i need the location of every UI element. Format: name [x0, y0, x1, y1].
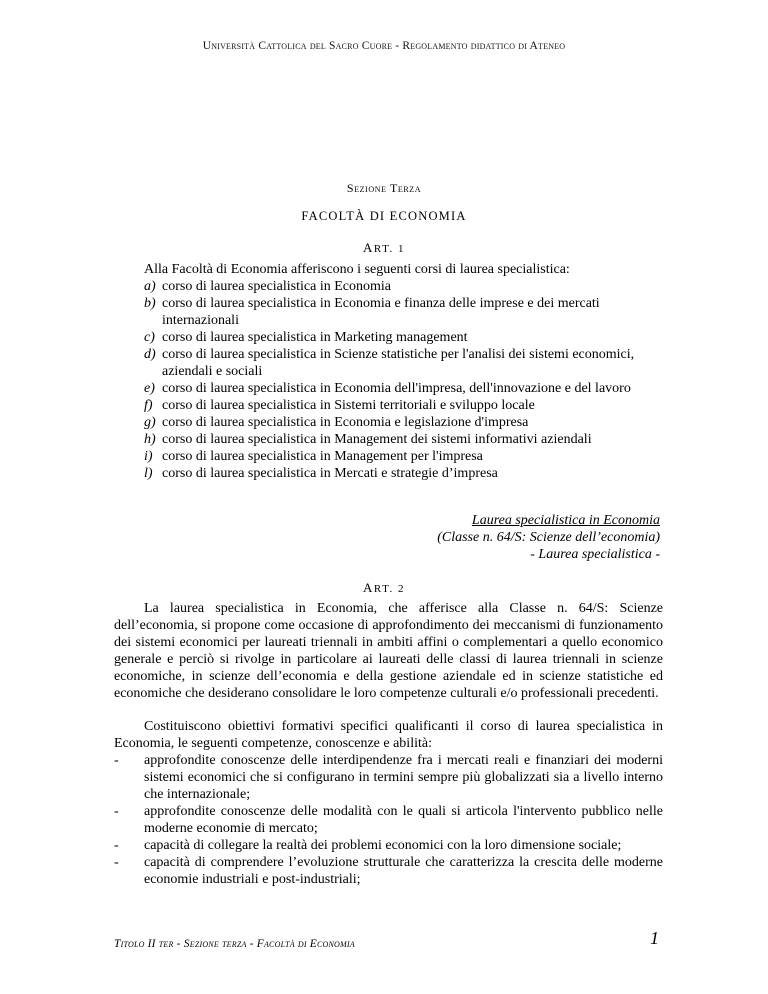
objective-text: capacità di collegare la realtà dei problemi economici con la loro dimensione sociale;	[144, 838, 622, 853]
objective-item	[114, 837, 663, 854]
course-letter: a)	[144, 279, 156, 294]
article-1-heading	[0, 240, 768, 256]
course-text: corso di laurea specialistica in Economia dell'impresa, dell'innovazione e del lavoro	[162, 381, 631, 396]
paragraph-text: La laurea specialistica in Economia, che afferisce alla Classe n. 64/S: Scienze dell’economia, si propone come occasione di approfondimento dei meccanismi di funzionamento dei sistemi economici per laureati triennali in ambiti affini o complementari a quello economico generale e perciò si rivolge in particolare ai laureati delle classi di laurea triennali in scienze economiche, in scienze dell’economia e della gestione aziendale ed in scienze statistiche ed economiche che desiderano consolidare le loro competenze culturali e/o professionali precedenti.	[114, 601, 663, 701]
degree-title: Laurea specialistica in Economia	[471, 513, 660, 528]
course-letter: l)	[144, 466, 153, 481]
course-letter: c)	[144, 330, 155, 345]
course-item	[144, 380, 664, 397]
course-item	[144, 397, 664, 414]
course-text: corso di laurea specialistica in Economia e finanza delle imprese e dei mercati internazionali	[162, 296, 600, 328]
objective-text: approfondite conoscenze delle interdipendenze fra i mercati reali e finanziari dei moderni sistemi economici che si configurano in termini sempre più globalizzati sia a livello interno che internazionale;	[144, 753, 663, 802]
course-item	[144, 448, 664, 465]
dash-marker: -	[114, 838, 119, 853]
article-2-paragraph-1	[114, 600, 663, 702]
objective-item	[114, 803, 663, 837]
course-list	[144, 278, 664, 482]
course-item	[144, 295, 664, 329]
degree-heading-block	[437, 512, 660, 563]
objective-item	[114, 854, 663, 888]
course-item	[144, 329, 664, 346]
objectives-list	[114, 752, 663, 888]
course-item	[144, 346, 664, 380]
paragraph-text: Costituiscono obiettivi formativi specifici qualificanti il corso di laurea specialistica in Economia, le seguenti competenze, conoscenze e abilità:	[114, 719, 663, 751]
course-letter: d)	[144, 347, 156, 362]
course-letter: g)	[144, 415, 156, 430]
course-text: corso di laurea specialistica in Economia	[162, 279, 391, 294]
course-item	[144, 414, 664, 431]
course-item	[144, 278, 664, 295]
course-letter: b)	[144, 296, 156, 311]
article-1-rest: RT. 1	[373, 243, 405, 255]
course-letter: h)	[144, 432, 156, 447]
course-letter: i)	[144, 449, 153, 464]
article-2-rest: RT. 2	[373, 583, 405, 595]
course-item	[144, 431, 664, 448]
course-list-intro: Alla Facoltà di Economia afferiscono i seguenti corsi di laurea specialistica:	[144, 262, 570, 277]
article-2-heading	[0, 580, 768, 596]
running-header: Università Cattolica del Sacro Cuore - Regolamento didattico di Ateneo	[202, 40, 566, 52]
faculty-title: FACOLTÀ DI ECONOMIA	[301, 209, 467, 223]
course-letter: e)	[144, 381, 155, 396]
dash-marker: -	[114, 804, 119, 819]
page-number: 1	[650, 928, 659, 948]
section-label: Sezione Terza	[346, 181, 422, 195]
degree-class: (Classe n. 64/S: Scienze dell’economia)	[437, 530, 660, 545]
course-text: corso di laurea specialistica in Economia e legislazione d'impresa	[162, 415, 529, 430]
article-2-prefix: A	[363, 580, 374, 595]
dash-marker: -	[114, 753, 119, 768]
degree-type: - Laurea specialistica -	[530, 547, 660, 562]
footer-title: Titolo II ter - Sezione terza - Facoltà di Economia	[114, 938, 355, 950]
course-text: corso di laurea specialistica in Marketing management	[162, 330, 468, 345]
course-text: corso di laurea specialistica in Mercati e strategie d’impresa	[162, 466, 498, 481]
objective-text: approfondite conoscenze delle modalità con le quali si articola l'intervento pubblico nelle moderne economie di mercato;	[144, 804, 663, 836]
course-text: corso di laurea specialistica in Management per l'impresa	[162, 449, 483, 464]
course-text: corso di laurea specialistica in Sistemi territoriali e sviluppo locale	[162, 398, 535, 413]
article-1-prefix: A	[363, 240, 374, 255]
course-text: corso di laurea specialistica in Scienze statistiche per l'analisi dei sistemi economici, aziendali e sociali	[162, 347, 635, 379]
article-2-paragraph-2	[114, 718, 663, 888]
course-list-block	[144, 261, 664, 482]
objective-item	[114, 752, 663, 803]
dash-marker: -	[114, 855, 119, 870]
objective-text: capacità di comprendere l’evoluzione strutturale che caratterizza la crescita delle moderne economie industriali e post-industriali;	[144, 855, 663, 887]
course-item	[144, 465, 664, 482]
course-text: corso di laurea specialistica in Management dei sistemi informativi aziendali	[162, 432, 592, 447]
course-letter: f)	[144, 398, 153, 413]
